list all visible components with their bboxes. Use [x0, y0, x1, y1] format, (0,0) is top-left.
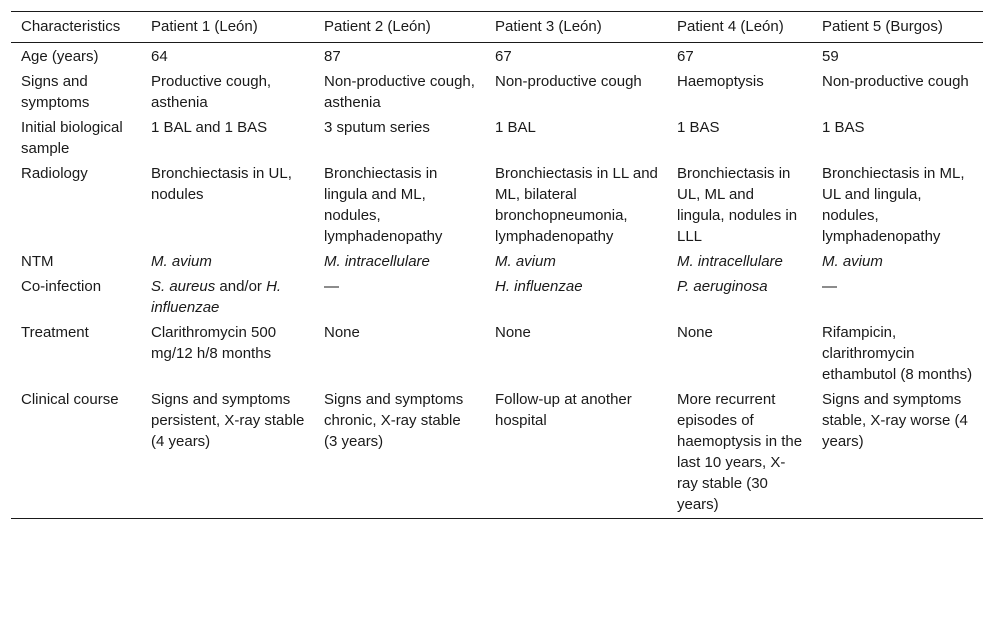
table-cell: None: [677, 324, 713, 341]
table-header-row: [11, 12, 983, 43]
table-cell: [141, 274, 314, 320]
table-row-signs-symptoms: [11, 69, 983, 115]
organism-name: S. aureus: [151, 278, 216, 295]
column-header-patient-4: Patient 4 (León): [667, 12, 812, 43]
table-cell: Signs and symptoms stable, X-ray worse (4 years): [812, 387, 983, 519]
conjunction-text: and/or: [215, 278, 267, 295]
table-row-treatment: [11, 320, 983, 387]
table-cell: Follow-up at another hospital: [485, 387, 667, 519]
table-cell: 64: [151, 48, 168, 65]
table-cell: Bronchiectasis in lingula and ML, nodules, lymphadenopathy: [324, 165, 443, 245]
table-cell: None: [495, 324, 531, 341]
column-header-patient-3: Patient 3 (León): [485, 12, 667, 43]
table-row-coinfection: [11, 274, 983, 320]
column-header-patient-2: Patient 2 (León): [314, 12, 485, 43]
table-cell: Bronchiectasis in LL and ML, bilateral bronchopneumonia, lymphadenopathy: [495, 165, 658, 245]
table-cell: 1 BAS: [822, 119, 865, 136]
table-cell: Productive cough, asthenia: [151, 73, 272, 111]
organism-name: H. influenzae: [151, 278, 282, 316]
table-cell: M. intracellulare: [324, 253, 430, 270]
table-cell: 1 BAS: [677, 119, 720, 136]
table-cell: H. influenzae: [495, 278, 583, 295]
table-cell: Bronchiectasis in ML, UL and lingula, nodules, lymphadenopathy: [822, 165, 965, 245]
table-cell: M. avium: [822, 253, 883, 270]
table-cell: Rifampicin, clarithromycin ethambutol (8 months): [822, 324, 973, 383]
table-cell: M. avium: [495, 253, 556, 270]
table-cell: 59: [822, 48, 839, 65]
table-cell: M. intracellulare: [677, 253, 783, 270]
column-header-patient-5: Patient 5 (Burgos): [812, 12, 983, 43]
table-cell: Non-productive cough: [495, 73, 642, 90]
table-cell: 1 BAL: [495, 119, 536, 136]
table-cell: 1 BAL and 1 BAS: [151, 119, 268, 136]
table-cell: 87: [324, 48, 341, 65]
table-cell: Clarithromycin 500 mg/12 h/8 months: [151, 324, 277, 362]
row-label: Clinical course: [11, 387, 141, 519]
column-header-characteristics: Characteristics: [11, 12, 141, 43]
column-header-patient-1: Patient 1 (León): [141, 12, 314, 43]
table-row-age: [11, 43, 983, 70]
table-cell: 67: [677, 48, 694, 65]
row-label: Age (years): [21, 48, 99, 65]
table-cell: —: [324, 278, 339, 295]
table-cell: 3 sputum series: [324, 119, 430, 136]
table-cell: P. aeruginosa: [677, 278, 768, 295]
row-label: Signs and symptoms: [21, 73, 90, 111]
table-cell: M. avium: [151, 253, 212, 270]
patient-characteristics-table: [11, 11, 983, 519]
table-row-initial-sample: [11, 115, 983, 161]
table-row-ntm: [11, 249, 983, 274]
row-label: NTM: [21, 253, 54, 270]
row-label: Radiology: [21, 165, 88, 182]
table-cell: Signs and symptoms persistent, X-ray stable (4 years): [141, 387, 314, 519]
row-label: Initial biological sample: [21, 119, 123, 157]
table-cell: More recurrent episodes of haemoptysis in the last 10 years, X-ray stable (30 years): [667, 387, 812, 519]
table-cell: —: [822, 278, 837, 295]
table-row-radiology: [11, 161, 983, 249]
table-row-clinical-course: [11, 387, 983, 519]
patient-characteristics-table-container: [11, 11, 983, 519]
table-cell: None: [324, 324, 360, 341]
table-cell: Signs and symptoms chronic, X-ray stable (3 years): [314, 387, 485, 519]
table-cell: 67: [495, 48, 512, 65]
row-label: Treatment: [21, 324, 89, 341]
table-cell: Haemoptysis: [677, 73, 764, 90]
table-cell: Bronchiectasis in UL, ML and lingula, nodules in LLL: [677, 165, 798, 245]
table-cell: Non-productive cough: [822, 73, 969, 90]
table-cell: Bronchiectasis in UL, nodules: [151, 165, 292, 203]
row-label: Co-infection: [21, 278, 102, 295]
table-cell: Non-productive cough, asthenia: [324, 73, 475, 111]
